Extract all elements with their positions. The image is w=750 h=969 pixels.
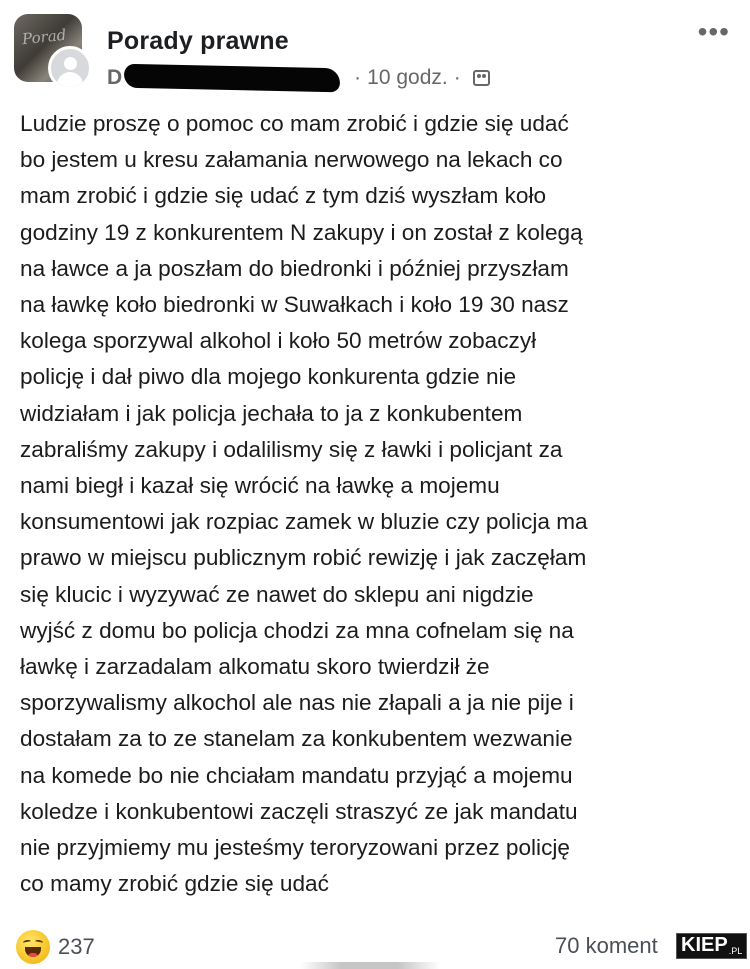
post-text-line: dostałam za to ze stanelam za konkubentem wezwanie [20,726,573,752]
post-text-line: wyjść z domu bo policja chodzi za mna cofnelam się na [20,617,574,643]
meta-separator: · [453,66,461,89]
post-text-line: godziny 19 z konkurentem N zakupy i on został z kolegą [20,219,583,245]
comments-count-link[interactable]: 70 koment [555,933,658,958]
user-avatar-icon[interactable] [48,46,92,90]
meta-separator: · [354,66,362,89]
reaction-count: 237 [58,934,95,959]
emoji-mouth [25,947,41,957]
post-text-line: ławkę i zarzadalam alkomatu skoro twierdził że [20,654,490,680]
emoji-eye-left [23,939,32,944]
post-text-line: sporzywalismy alkochol ale nas nie złapali a ja nie pije i [20,690,574,716]
post-text-line: Ludzie proszę o pomoc co mam zrobić i gdzie się udać [20,111,569,136]
author-name[interactable]: D [107,66,123,89]
post-text [20,106,732,902]
post-text-line: policję i dał piwo dla mojego konkurenta gdzie nie [20,364,517,390]
avatar-head [64,57,77,70]
post-text-line: kolega sporzywal alkohol i koło 50 metrów zobaczył [20,328,537,354]
group-members-icon [473,70,490,86]
group-name-link[interactable]: Porady prawne [107,27,289,55]
post-timestamp[interactable]: 10 godz. [367,66,448,89]
haha-emoji-icon [16,930,50,964]
emoji-eye-right [35,939,44,944]
post-text-line: na ławkę koło biedronki w Suwałkach i koło 19 30 nasz [20,292,569,318]
group-avatar-lettering: Porad [21,25,68,49]
post-text-line: zabraliśmy zakupy i odalilismy się z ławki i policjant za [20,436,563,462]
avatar-shoulders [57,72,83,90]
watermark-text: KIEP [681,934,728,956]
post-meta [107,63,490,93]
post-text-line: widziałam i jak policja jechała to ja z konkubentem [20,400,523,426]
reactions-summary[interactable] [16,930,95,964]
cropped-bottom-edge [300,962,440,969]
post-text-line: się klucic i wyzywać ze nawet do sklepu ani nigdzie [20,581,534,607]
redaction-mark [124,64,340,93]
post-text-line: konsumentowi jak rozpiac zamek w bluzie czy policja ma [20,509,588,535]
kiep-watermark-logo [676,933,747,959]
post-text-line: co mamy zrobić gdzie się udać [20,871,329,897]
watermark-suffix: .PL [728,946,743,956]
post-text-line: prawo w miejscu publicznym robić rewizję i jak zaczęłam [20,545,587,571]
post-text-line: mam zrobić i gdzie się udać z tym dziś wyszłam koło [20,183,547,209]
post-text-line: na komede bo nie chciałam mandatu przyjąć a mojemu [20,762,573,788]
post-text-line: na ławce a ja poszłam do biedronki i później przyszłam [20,255,569,281]
more-options-button[interactable]: ••• [697,16,730,47]
post-text-line: koledze i konkubentowi zaczęli straszyć ze jak mandatu [20,798,578,824]
post-text-line: nami biegł i kazał się wrócić na ławkę a mojemu [20,473,500,499]
post-text-line: nie przyjmiemy mu jesteśmy teroryzowani przez policję [20,835,570,861]
post-text-line: bo jestem u kresu załamania nerwowego na lekach co [20,147,563,173]
